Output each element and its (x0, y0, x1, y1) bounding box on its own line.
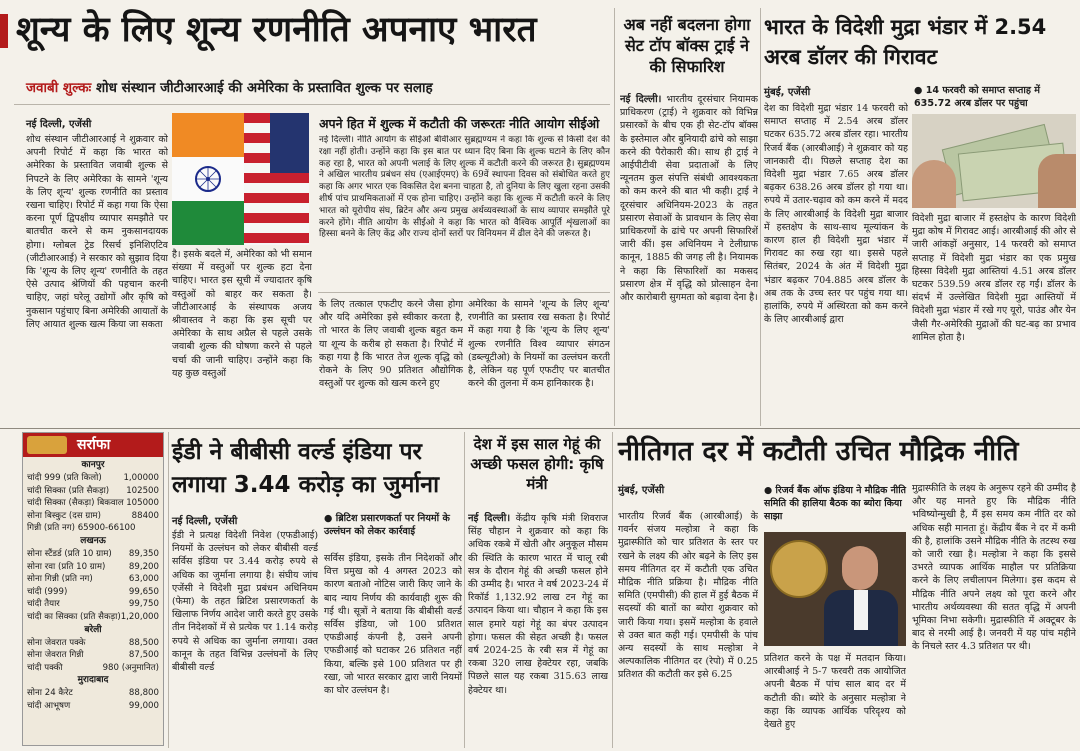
bullion-header (23, 433, 163, 457)
forex-text2: विदेशी मुद्रा बाजार में हस्तक्षेप के कारण विदेशी मुद्रा कोष में गिरावट आई। आरबीआई की ओर से जारी आंकड़ों अनुसार, 14 फरवरी को समाप्त सप्ताह में विदेशी मुद्रा भंडार का एक प्रमुख हिस्सा विदेशी मुद्रा आस्तियां 4.51 अरब डॉलर घटकर 539.59 अरब डॉलर रह गईं। डॉलर के संदर्भ में उल्लेखित विदेशी मुद्रा आस्तियों में विदेशी मुद्रा भंडार में रखे गए यूरो, पाउंड और येन जैसी गैर-अमेरिकी मुद्राओं की घट-बढ़ का प्रभाव शामिल होता है। (912, 213, 1076, 343)
trai-text: भारतीय दूरसंचार नियामक प्राधिकरण (ट्राई) ने शुक्रवार को विभिन्न प्रसारकों के बीच एक ही सेट-टॉप बॉक्स के इस्तेमाल और बुनियादी ढांचे को साझा करने की पैरोकारी की। साथ ही ट्राई ने आईपीटीवी सेवा प्रदाताओं के लिए न्यूनतम कुल संपत्ति संबंधी आवश्यकता को कम करने की बात भी कही। ट्राई ने दूरसंचार अधिनियम-2023 के तहत प्रसारण सेवाओं के प्रावधान के लिए सेवा प्राधिकरणों के ढांचे पर अपनी सिफारिशें जारी कीं। इस अधिनियम ने टेलीग्राफ कानून, 1885 की जगह ली है। नियामक ने कहा कि सिफारिशों का मकसद प्रसारण क्षेत्र में वृद्धि को प्रोत्साहन देना और कारोबारी सुगमता को बढ़ावा देना है। (620, 94, 758, 304)
forex-caption: ● 14 फरवरी को समाप्त सप्ताह में 635.72 अरब डॉलर पर पहुंचा (914, 85, 1041, 109)
niti-sidebar (319, 116, 610, 288)
rate-label: चांदी तैयार (27, 599, 60, 610)
rate-value: 105000 (126, 498, 159, 509)
rate-label: सोना रवा (प्रति 10 ग्राम) (27, 561, 106, 572)
rate-label: सोना बिस्कुट (दस ग्राम) (27, 510, 101, 521)
us-flag (244, 113, 309, 245)
policy-dateline: मुंबई, एजेंसी (618, 485, 665, 496)
trai-story (620, 93, 758, 423)
bullion-city: लखनऊ (80, 535, 106, 546)
rate-label: चांदी पक्की (27, 662, 63, 673)
ed-headline: ईडी ने बीबीसी वर्ल्ड इंडिया पर लगाया 3.44 करोड़ का जुर्माना (172, 439, 440, 498)
bullion-city: मुरादाबाद (77, 675, 109, 686)
bullion-rate-row (27, 687, 159, 700)
bullion-rate-row (27, 573, 159, 586)
main-headline: शून्य के लिए शून्य रणनीति अपनाए भारत (16, 10, 537, 50)
rate-label: सोना जेवरात पक्के (27, 637, 86, 648)
bullion-rates (23, 457, 163, 715)
subhead-text: शोध संस्थान जीटीआरआई की अमेरिका के प्रस्तावित शुल्क पर सलाह (96, 80, 433, 96)
rate-value: 88400 (131, 510, 159, 521)
main-col2: है। इसके बदले में, अमेरिका को भी समान संख्या में वस्तुओं पर शुल्क हटा देना चाहिए। भारत इस सूची में ज्यादातर कृषि वस्तुओं को बाहर कर सकता है। जीटीआरआई के संस्थापक अजय श्रीवास्तव ने कहा कि इस सूची पर अमेरिका के साथ अप्रैल से पहले उसके जवाबी शुल्क की घोषणा करने से पहले चर्चा की जानी चाहिए। उन्होंने कहा कि यह कुछ वस्तुओं (172, 249, 312, 379)
person-face (842, 546, 878, 590)
ashoka-chakra-icon (193, 164, 223, 194)
trai-dateline: नई दिल्ली। (620, 94, 662, 105)
rate-value: 99,650 (128, 586, 159, 597)
wheat-headline: देश में इस साल गेहूं की अच्छी फसल होगी: कृषि मंत्री (470, 435, 604, 493)
rate-label: चांदी का सिक्का (प्रति सैकड़ा) (27, 611, 121, 622)
rbi-emblem-icon (770, 540, 828, 598)
bullion-city: बरेली (84, 624, 102, 635)
main-dateline: नई दिल्ली, एजेंसी (26, 119, 92, 130)
forex-dateline: मुंबई, एजेंसी (764, 87, 811, 98)
bullion-rate-row (27, 700, 159, 713)
section-marker (0, 14, 8, 48)
subhead-label: जवाबी शुल्कः (26, 80, 92, 96)
rate-value: 63,000 (128, 574, 159, 585)
niti-sidebar-title: अपने हित में शुल्क में कटौती की जरूरतः नीति आयोग सीईओ (319, 116, 600, 131)
bullion-rate-row (27, 649, 159, 662)
ed-side-text: सर्विस इंडिया, इसके तीन निदेशकों और वित्त प्रमुख को 4 अगस्त 2023 को कारण बताओ नोटिस जारी किए जाने के बाद न्याय निर्णय की कार्यवाही शुरू की गई थी। सूत्रों ने बताया कि बीबीसी वर्ल्ड सर्विस इंडिया, जो 100 प्रतिशत एफडीआई कंपनी है, उसने अपनी एफडीआई को घटाकर 26 प्रतिशत नहीं किया, बल्कि इसे 100 प्रतिशत पर ही रखा, जो भारत सरकार द्वारा जारी नियमों का घोर उल्लंघन है। (324, 553, 462, 697)
bullion-box (22, 432, 164, 746)
bullion-rate-row (27, 485, 159, 498)
rate-value: 88,800 (128, 688, 159, 699)
ed-dateline: नई दिल्ली, एजेंसी (172, 516, 238, 527)
wheat-dateline: नई दिल्ली। (468, 513, 511, 524)
bullion-rate-row (27, 611, 159, 624)
rate-label: सोना 24 कैरेट (27, 688, 73, 699)
governor-photo (764, 532, 906, 646)
india-flag (172, 113, 244, 245)
bullion-rate-row (27, 522, 159, 535)
rate-value: 1,00000 (123, 473, 159, 483)
bullion-rate-row (27, 637, 159, 650)
trai-headline: अब नहीं बदलना होगा सेट टॉप बॉक्स ट्राई ने की सिफारिश (623, 15, 751, 76)
rate-label: चांदी आभूषण (27, 700, 71, 711)
policy-side-title: ● रिजर्व बैंक ऑफ इंडिया ने मौद्रिक नीति समिति की हालिया बैठक का ब्योरा किया साझा (764, 485, 906, 522)
gold-bars-icon (27, 436, 67, 454)
main-col1: शोध संस्थान जीटीआरआई ने शुक्रवार को अपनी रिपोर्ट में कहा कि भारत को अमेरिका के प्रस्तावित जवाबी शुल्क से निपटने के लिए अमेरिका के सामने 'शून्य के लिए शून्य' शुल्क रणनीति का प्रस्ताव रखना चाहिए। रिपोर्ट में कहा गया कि ऐसा करना पूर्ण द्विपक्षीय व्यापार समझौते पर बातचीत करने से कम नुकसानदायक होगा। ग्लोबल ट्रेड रिसर्च इनिशिएटिव (जीटीआरआई) ने सरकार को सुझाव दिया कि 'शून्य के लिए शून्य' रणनीति के तहत ऐसे उत्पाद श्रेणियों की पहचान करनी चाहिए, जहां घरेलू उद्योगों और कृषि को नुकसान पहुंचाए बिना अमेरिकी आयातों के लिए आयात शुल्क खत्म किया जा सकता (26, 134, 168, 330)
rate-value: 102500 (126, 485, 159, 496)
rate-value: 99,000 (128, 700, 159, 711)
bullion-rate-row (27, 472, 159, 485)
rate-value: 99,750 (128, 599, 159, 610)
hand-icon (912, 160, 956, 208)
bullion-rate-row (27, 561, 159, 574)
bullion-rate-row (27, 548, 159, 561)
wheat-story (468, 512, 608, 744)
bullion-rate-row (27, 497, 159, 510)
bullion-rate-row (27, 662, 159, 675)
rate-label: चांदी सिक्का (सैकड़ा) बिकवाल (27, 498, 124, 509)
rate-value: 980 (अनुमानित) (102, 662, 159, 673)
bullion-rate-row (27, 598, 159, 611)
main-col3: के लिए तत्काल एफटीए करने जैसा होगा और यदि अमेरिका इसे स्वीकार करता है, तो भारत के लिए जवाबी शुल्क बहुत कम या शून्य के करीब हो सकता है। रिपोर्ट में कहा गया है कि भारत तेज शुल्क वृद्धि को रोकने के लिए 90 प्रतिशत औद्योगिक वस्तुओं पर शुल्क को खत्म करने हुए (319, 299, 463, 390)
flags-photo (172, 113, 309, 245)
wheat-text: केंद्रीय कृषि मंत्री शिवराज सिंह चौहान ने शुक्रवार को कहा कि अधिक रकबे में खेती और अनुकूल मौसम की स्थिति के कारण भारत में चालू रबी सत्र के दौरान गेहूं की अच्छी फसल होने की उम्मीद है। भारत ने वर्ष 2023-24 में रिकॉर्ड 1,132.92 लाख टन गेहूं का उत्पादन किया था। चौहान ने कहा कि इस साल हमारे यहां गेहूं का बंपर उत्पादन होगा। फसल की सेहत अच्छी है। फसल वर्ष 2024-25 के रबी सत्र में गेहूं का रकबा 320 लाख हेक्टेयर रहा, जबकि पिछले साल यह रकबा 315.63 लाख हेक्टेयर था। (468, 513, 608, 696)
rate-value: 89,350 (128, 548, 159, 559)
rate-label: गिन्नी (प्रति नग) 65900-66100 (27, 523, 136, 534)
rate-value: 88,500 (128, 637, 159, 648)
bullion-rate-row (27, 510, 159, 523)
policy-text3: मुद्रास्फीति के लक्ष्य के अनुरूप रहने की उम्मीद है और यह मानते हुए कि मौद्रिक नीति भविष्योन्मुखी है, मैं इस समय कम नीति दर को अधिक सही मानता हूं। केंद्रीय बैंक ने दर में कमी की है, हालांकि उसने मौद्रिक नीति के तटस्थ रुख को जारी रखा है। मल्होत्रा ने कहा कि इससे उभरते व्यापक आर्थिक माहौल पर प्रतिक्रिया करने के लिए लचीलापन मिलेगा। इस कदम से मौद्रिक नीति अपने लक्ष्य को पूरा करने और भारतीय अर्थव्यवस्था की सतत वृद्धि में अपनी भूमिका निभा सकेगी। मुद्रास्फीति में अक्टूबर के बाद से नरमी आई है। जनवरी में यह पांच महीने के निचले स्तर 4.3 प्रतिशत पर थी। (912, 483, 1076, 653)
ed-side-title: ● ब्रिटिश प्रसारणकर्ता पर नियमों के उल्लंघन को लेकर कार्रवाई (324, 513, 450, 537)
rate-label: सोना जेवरात गिन्नी (27, 650, 84, 661)
rate-value: 89,200 (128, 561, 159, 572)
policy-headline: नीतिगत दर में कटौती उचित मौद्रिक नीति (618, 436, 1019, 467)
currency-photo (912, 114, 1076, 208)
bullion-title: सर्राफा (77, 437, 111, 453)
bullion-city: कानपुर (81, 460, 105, 470)
forex-headline: भारत के विदेशी मुद्रा भंडार में 2.54 अरब डॉलर की गिरावट (764, 15, 1047, 69)
rate-value: 1,20,000 (120, 611, 159, 622)
policy-text1: भारतीय रिजर्व बैंक (आरबीआई) के गवर्नर संजय मल्होत्रा ने कहा कि मुद्रास्फीति को चार प्रतिशत के स्तर पर रखने के लक्ष्य की ओर बढ़ने के लिए इस समय नीतिगत दर में कटौती एक उचित मौद्रिक नीति प्रक्रिया है। मौद्रिक नीति समिति (एमपीसी) की हाल में हुई बैठक में सदस्यों की बातों का ब्योरा शुक्रवार को जारी किया गया। इसमें मल्होत्रा के हवाले से उक्त बात कही गई। एमपीसी के पांच अन्य सदस्यों के साथ मल्होत्रा ने अल्पकालिक नीतिगत दर (रेपो) में 0.25 प्रतिशत की कटौती कर इसे 6.25 (618, 511, 758, 681)
rate-label: सोना स्टैंडर्ड (प्रति 10 ग्राम) (27, 548, 112, 559)
rate-value: 87,500 (128, 650, 159, 661)
main-subhead (26, 78, 616, 96)
rate-label: चांदी 999 (प्रति किलो) (27, 473, 102, 483)
rate-label: सोना गिन्नी (प्रति नग) (27, 574, 93, 585)
policy-text2: प्रतिशत करने के पक्ष में मतदान किया। आरबीआई ने 5-7 फरवरी तक आयोजित अपनी बैठक में पांच साल बाद दर में कटौती की। ब्योरे के अनुसार मल्होत्रा ने कहा कि व्यापक आर्थिक परिदृश्य को देखते हुए (764, 653, 906, 731)
niti-sidebar-text: नई दिल्ली। नीति आयोग के सीईओ बीवीआर सुब्रह्मण्यम ने कहा कि शुल्क से किसी देश की रक्षा नहीं होती। उन्होंने कहा कि इस बात पर ध्यान दिए बिना कि शुल्क घटाने के लिए कौन कह रहा है, भारत को अपनी भलाई के लिए शुल्क में कटौती करने की जरूरत है। सुब्रह्मण्यम ने अखिल भारतीय प्रबंधन संघ (एआईएमए) के 69वें स्थापना दिवस को संबोधित करते हुए कहा कि अगर भारत एक विकसित देश बनना चाहता है, तो दुनिया के लिए खुला रहना उसकी शीर्ष पांच प्राथमिकताओं में एक होना चाहिए। उन्होंने कहा कि शुल्क में कटौती करने के लिए भारत को यूरोपीय संघ, ब्रिटेन और अन्य प्रमुख अर्थव्यवस्थाओं के साथ व्यापार समझौते पूरे करने होंगे। नीति आयोग के सीईओ ने कहा कि भारत को वैश्विक आपूर्ति शृंखलाओं का हिस्सा बनने के लिए केंद्र और राज्य दोनों स्तरों पर विनियमन में ढील देने की जरूरत है। (319, 135, 610, 240)
main-col4: अमेरिका के सामने 'शून्य के लिए शून्य' रणनीति का प्रस्ताव रख सकता है। रिपोर्ट में कहा गया है कि 'शून्य के लिए शून्य' शुल्क रणनीति विश्व व्यापार संगठन (डब्ल्यूटीओ) के नियमों का उल्लंघन करती है, लेकिन यह पूर्ण एफटीए पर बातचीत करने की तुलना में कम हानिकारक है। (468, 299, 610, 390)
rate-label: चांदी सिक्का (प्रति सैकड़ा) (27, 485, 110, 496)
ed-text: ईडी ने प्रत्यक्ष विदेशी निवेश (एफडीआई) नियमों के उल्लंघन को लेकर बीबीसी वर्ल्ड सर्विस इंडिया पर 3.44 करोड़ रुपये से अधिक का जुर्माना लगाया है। संघीय जांच एजेंसी ने विदेशी मुद्रा प्रबंधन अधिनियम (फेमा) के तहत ब्रिटिश प्रसारणकर्ता के खिलाफ निर्णय आदेश जारी करते हुए उसके तीन निदेशकों में से प्रत्येक पर 1.14 करोड़ रुपये से अधिक का जुर्माना लगाया। उक्त कानून के तहत विभिन्न उल्लंघनों के लिए बीबीसी वर्ल्ड (172, 530, 318, 674)
rate-label: चांदी (999) (27, 586, 68, 597)
forex-text1: देश का विदेशी मुद्रा भंडार 14 फरवरी को समाप्त सप्ताह में 2.54 अरब डॉलर घटकर 635.72 अरब डॉलर रहा। भारतीय रिजर्व बैंक (आरबीआई) ने शुक्रवार को यह जानकारी दी। पिछले सप्ताह देश का विदेशी मुद्रा भंडार 7.65 अरब डॉलर बढ़कर 638.26 अरब डॉलर हो गया था। रुपये में उतार-चढ़ाव को कम करने में मदद के लिए आरबीआई के विदेशी मुद्रा बाजार में हस्तक्षेप के साथ-साथ मूल्यांकन के कारण हाल ही विदेशी मुद्रा भंडार में गिरावट का रुख रहा था। इससे पहले सितंबर, 2024 के अंत में विदेशी मुद्रा भंडार बढ़कर 704.885 अरब डॉलर के अब तक के उच्च स्तर पर पहुंच गया था। हालांकि, रुपये में अस्थिरता को कम करने के लिए आरबीआई द्वारा (764, 103, 908, 326)
bullion-rate-row (27, 586, 159, 599)
